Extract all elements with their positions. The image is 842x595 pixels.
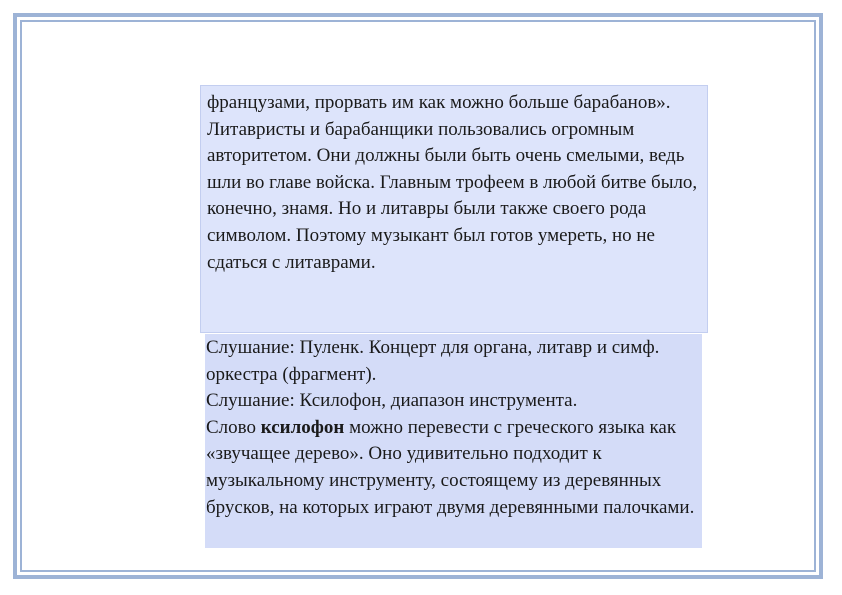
- xylophone-prefix: Слово: [206, 416, 261, 438]
- paragraph-drums-quote-end: французами, прорвать им как можно больше барабанов».: [207, 92, 671, 113]
- xylophone-term: ксилофон: [260, 416, 345, 438]
- paragraph-listening-poulenc: Слушание: Пуленк. Концерт для органа, литавр и симф. оркестра (фрагмент).: [206, 337, 660, 385]
- paragraph-xylophone-word: [206, 415, 702, 521]
- text-block-xylophone: [205, 334, 702, 548]
- paragraph-timpanists: Литавристы и барабанщики пользовались огромным авторитетом. Они должны были быть очень смелыми, ведь шли во главе войска. Главным трофеем в любой битве было, конечно, знамя. Но и литавры были также своего рода символом. Поэтому музыкант был готов умереть, но не сдаться с литаврами.: [207, 118, 698, 273]
- xylophone-description: можно перевести с греческого языка как «звучащее дерево». Оно удивительно подходит к музыкальному инструменту, состоящему из деревянных брусков, на которых играют двумя деревянными палочками.: [206, 416, 695, 518]
- paragraph-listening-xylophone: Слушание: Ксилофон, диапазон инструмента.: [206, 390, 578, 412]
- text-block-drums: [200, 85, 708, 333]
